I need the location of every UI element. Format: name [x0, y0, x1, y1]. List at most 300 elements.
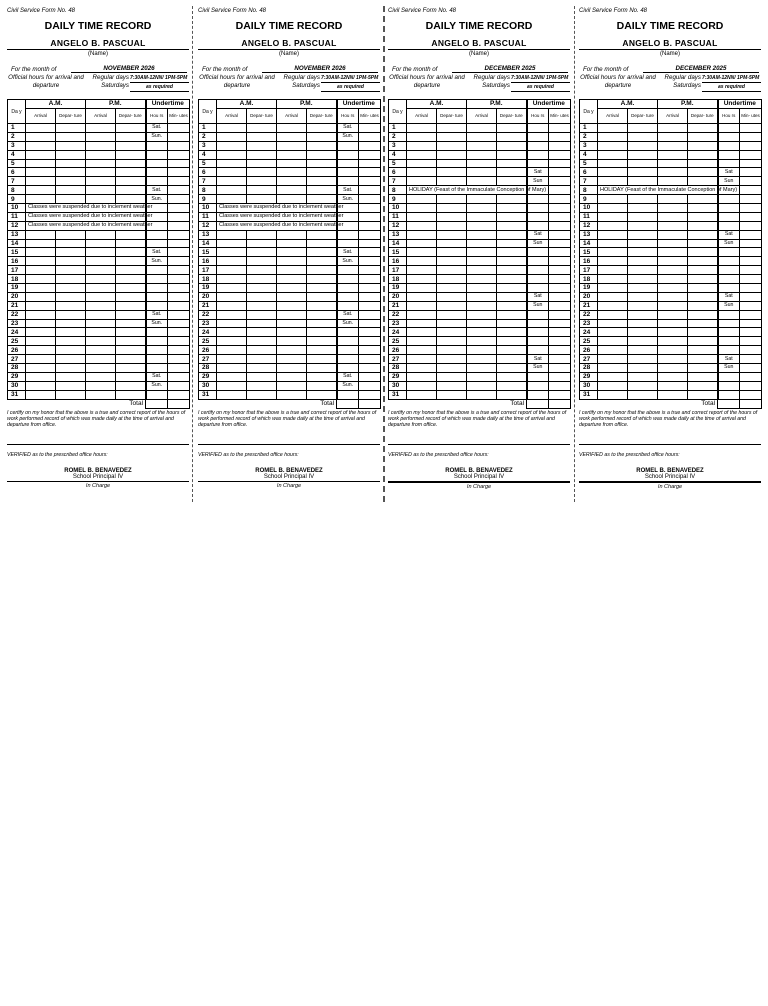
undertime-hours-cell	[337, 168, 359, 177]
undertime-hours-cell	[337, 141, 359, 150]
saturdays-label: Saturdays	[482, 82, 510, 89]
undertime-hours-cell	[527, 275, 549, 284]
day-number: 13	[199, 230, 217, 239]
undertime-hours-cell	[337, 266, 359, 275]
am-departure-cell	[56, 150, 86, 159]
am-departure-cell	[628, 328, 658, 337]
undertime-hours-cell	[527, 381, 549, 390]
undertime-minutes-cell	[359, 204, 381, 213]
table-row	[199, 221, 381, 230]
am-arrival-cell	[26, 150, 56, 159]
pm-departure-cell	[307, 337, 337, 346]
am-arrival-cell	[407, 301, 437, 310]
table-row	[199, 257, 381, 266]
am-departure-cell	[247, 239, 277, 248]
am-departure-header: Depar- ture	[56, 109, 86, 124]
am-arrival-cell	[217, 364, 247, 373]
day-number: 31	[389, 390, 407, 399]
am-arrival-cell	[217, 168, 247, 177]
pm-departure-cell	[307, 292, 337, 301]
am-arrival-cell	[217, 150, 247, 159]
am-departure-cell	[56, 292, 86, 301]
am-arrival-cell	[407, 355, 437, 364]
day-number: 25	[580, 337, 598, 346]
am-arrival-cell	[407, 150, 437, 159]
pm-arrival-cell	[658, 168, 688, 177]
undertime-header: Undertime	[527, 100, 571, 109]
total-hours-cell	[527, 399, 549, 408]
am-arrival-cell	[217, 239, 247, 248]
pm-arrival-cell	[467, 239, 497, 248]
pm-arrival-cell	[658, 141, 688, 150]
month-row	[7, 63, 189, 73]
undertime-minutes-cell	[359, 248, 381, 257]
total-hours-cell	[718, 399, 740, 408]
pm-departure-cell	[497, 355, 527, 364]
day-number: 22	[580, 310, 598, 319]
day-number: 10	[580, 204, 598, 213]
pm-departure-cell	[688, 319, 718, 328]
month-value: NOVEMBER 2026	[262, 65, 378, 73]
am-departure-cell	[628, 372, 658, 381]
undertime-minutes-cell	[740, 337, 762, 346]
undertime-hours-cell	[146, 159, 168, 168]
total-hours-cell	[146, 399, 168, 408]
pm-departure-cell	[116, 195, 146, 204]
pm-departure-cell	[497, 257, 527, 266]
undertime-minutes-cell	[359, 355, 381, 364]
day-number: 18	[580, 275, 598, 284]
day-number: 7	[389, 177, 407, 186]
undertime-minutes-cell	[359, 381, 381, 390]
pm-arrival-cell	[277, 292, 307, 301]
undertime-minutes-cell	[740, 284, 762, 293]
days-labels	[657, 74, 702, 92]
days-labels	[85, 74, 130, 92]
am-arrival-cell	[598, 221, 628, 230]
table-row	[580, 230, 762, 239]
table-row	[8, 319, 190, 328]
undertime-hours-cell	[146, 337, 168, 346]
employee-name: ANGELO B. PASCUAL	[579, 38, 761, 50]
day-remark: Classes were suspended due to inclement weather	[26, 212, 146, 221]
am-departure-cell	[437, 195, 467, 204]
pm-arrival-cell	[467, 275, 497, 284]
am-arrival-cell	[598, 150, 628, 159]
day-number: 2	[8, 132, 26, 141]
undertime-minutes-cell	[359, 132, 381, 141]
undertime-minutes-cell	[359, 301, 381, 310]
employee-name: ANGELO B. PASCUAL	[388, 38, 570, 50]
pm-arrival-cell	[658, 390, 688, 399]
day-number: 17	[8, 266, 26, 275]
undertime-hours-cell	[718, 221, 740, 230]
am-departure-cell	[628, 355, 658, 364]
day-number: 4	[389, 150, 407, 159]
pm-departure-cell	[688, 390, 718, 399]
pm-arrival-cell	[658, 248, 688, 257]
am-departure-cell	[247, 310, 277, 319]
am-arrival-cell	[598, 355, 628, 364]
day-remark: Classes were suspended due to inclement weather	[26, 221, 146, 230]
month-label: For the month of	[202, 66, 248, 73]
pm-arrival-cell	[658, 372, 688, 381]
am-arrival-cell	[598, 381, 628, 390]
am-arrival-header: Arrival	[217, 109, 247, 124]
employee-signature-line	[7, 444, 189, 445]
am-arrival-cell	[598, 195, 628, 204]
table-row	[199, 186, 381, 195]
am-arrival-cell	[407, 292, 437, 301]
table-row	[8, 150, 190, 159]
am-arrival-cell	[217, 124, 247, 133]
undertime-minutes-cell	[168, 212, 190, 221]
undertime-minutes-cell	[168, 221, 190, 230]
table-row	[199, 337, 381, 346]
pm-arrival-cell	[658, 328, 688, 337]
day-number: 8	[389, 186, 407, 195]
pm-departure-cell	[116, 337, 146, 346]
day-number: 9	[580, 195, 598, 204]
undertime-minutes-cell	[168, 275, 190, 284]
name-caption: (Name)	[468, 51, 489, 57]
day-number: 9	[199, 195, 217, 204]
pm-departure-cell	[116, 328, 146, 337]
pm-departure-cell	[497, 266, 527, 275]
day-number: 6	[389, 168, 407, 177]
pm-departure-header: Depar- ture	[497, 109, 527, 124]
am-departure-cell	[56, 355, 86, 364]
undertime-minutes-cell	[168, 390, 190, 399]
pm-departure-cell	[497, 328, 527, 337]
table-row	[580, 195, 762, 204]
pm-departure-cell	[688, 124, 718, 133]
pm-arrival-cell	[277, 159, 307, 168]
pm-departure-cell	[688, 212, 718, 221]
am-departure-cell	[628, 292, 658, 301]
day-number: 3	[389, 141, 407, 150]
day-number: 20	[580, 292, 598, 301]
undertime-hours-cell: Sun.	[146, 319, 168, 328]
pm-departure-cell	[116, 230, 146, 239]
employee-signature-line	[388, 444, 570, 445]
am-arrival-cell	[26, 177, 56, 186]
am-header: A.M.	[26, 100, 86, 109]
am-departure-cell	[437, 150, 467, 159]
in-charge-label: In Charge	[466, 483, 492, 490]
table-row	[199, 266, 381, 275]
pm-departure-cell	[307, 381, 337, 390]
office-hours-label: Official hours for arrival and departure	[389, 74, 465, 89]
day-number: 28	[199, 364, 217, 373]
pm-departure-cell	[688, 195, 718, 204]
pm-arrival-header: Arrival	[467, 109, 497, 124]
pm-arrival-cell	[467, 372, 497, 381]
undertime-hours-cell: Sun.	[337, 195, 359, 204]
office-hours-label: Official hours for arrival and departure	[580, 74, 656, 89]
table-row	[199, 195, 381, 204]
day-number: 21	[389, 301, 407, 310]
form-number: Civil Service Form No. 48	[388, 8, 457, 14]
am-arrival-cell	[598, 275, 628, 284]
am-arrival-cell	[217, 248, 247, 257]
pm-arrival-cell	[658, 381, 688, 390]
undertime-minutes-cell	[168, 177, 190, 186]
am-arrival-cell	[26, 141, 56, 150]
pm-departure-cell	[688, 230, 718, 239]
undertime-hours-cell	[527, 310, 549, 319]
table-row	[199, 390, 381, 399]
table-row	[8, 204, 190, 213]
am-arrival-cell	[217, 257, 247, 266]
month-row	[198, 63, 380, 73]
undertime-minutes-cell	[549, 132, 571, 141]
undertime-minutes-cell	[168, 230, 190, 239]
table-row	[580, 177, 762, 186]
days-values	[321, 74, 380, 92]
undertime-hours-cell	[527, 372, 549, 381]
day-header: Da y	[389, 100, 407, 124]
am-departure-cell	[437, 132, 467, 141]
table-row	[199, 310, 381, 319]
undertime-minutes-cell	[740, 390, 762, 399]
am-arrival-cell	[598, 319, 628, 328]
minutes-header: Min- utes	[359, 109, 381, 124]
pm-arrival-cell	[277, 301, 307, 310]
table-row	[580, 248, 762, 257]
pm-departure-cell	[116, 168, 146, 177]
undertime-minutes-cell	[549, 159, 571, 168]
am-departure-cell	[247, 257, 277, 266]
table-row	[199, 168, 381, 177]
table-row	[580, 346, 762, 355]
undertime-hours-cell	[527, 257, 549, 266]
am-departure-cell	[628, 141, 658, 150]
day-number: 19	[389, 284, 407, 293]
undertime-minutes-cell	[549, 177, 571, 186]
day-number: 27	[8, 355, 26, 364]
undertime-hours-cell	[718, 248, 740, 257]
day-number: 14	[580, 239, 598, 248]
pm-arrival-cell	[277, 248, 307, 257]
am-departure-cell	[437, 266, 467, 275]
undertime-hours-cell	[527, 328, 549, 337]
am-arrival-cell	[26, 230, 56, 239]
table-row	[389, 328, 571, 337]
pm-arrival-cell	[467, 150, 497, 159]
pm-arrival-cell	[277, 239, 307, 248]
undertime-minutes-cell	[168, 195, 190, 204]
pm-arrival-cell	[277, 390, 307, 399]
am-arrival-cell	[26, 292, 56, 301]
pm-departure-cell	[497, 248, 527, 257]
employee-name: ANGELO B. PASCUAL	[7, 38, 189, 50]
pm-departure-cell	[307, 284, 337, 293]
pm-arrival-header: Arrival	[658, 109, 688, 124]
table-row	[389, 355, 571, 364]
undertime-hours-cell: Sun.	[337, 132, 359, 141]
certification-text: I certify on my honor that the above is a true and correct report of the hours of work performed record of which was made daily at the time of arrival and departure from office.	[7, 409, 186, 428]
undertime-minutes-cell	[168, 284, 190, 293]
undertime-minutes-cell	[359, 310, 381, 319]
am-arrival-cell	[407, 328, 437, 337]
undertime-hours-cell	[527, 124, 549, 133]
am-arrival-cell	[598, 301, 628, 310]
undertime-header: Undertime	[718, 100, 762, 109]
pm-departure-cell	[688, 372, 718, 381]
undertime-hours-cell: Sat	[527, 355, 549, 364]
am-departure-cell	[628, 346, 658, 355]
day-number: 31	[580, 390, 598, 399]
am-departure-cell	[437, 221, 467, 230]
table-row	[389, 221, 571, 230]
am-arrival-cell	[598, 132, 628, 141]
table-row	[199, 381, 381, 390]
pm-departure-header: Depar- ture	[307, 109, 337, 124]
pm-arrival-cell	[277, 168, 307, 177]
pm-departure-cell	[116, 372, 146, 381]
day-header: Da y	[8, 100, 26, 124]
saturdays-value: as required	[130, 83, 189, 92]
am-departure-cell	[628, 168, 658, 177]
table-row	[389, 310, 571, 319]
am-arrival-cell	[217, 284, 247, 293]
table-row	[199, 124, 381, 133]
am-departure-cell	[437, 284, 467, 293]
am-arrival-header: Arrival	[598, 109, 628, 124]
pm-arrival-cell	[658, 230, 688, 239]
undertime-hours-cell	[718, 337, 740, 346]
am-departure-cell	[56, 275, 86, 284]
am-arrival-cell	[407, 248, 437, 257]
verified-text: VERIFIED as to the prescribed office hours:	[198, 451, 299, 458]
am-departure-cell	[56, 381, 86, 390]
undertime-minutes-cell	[740, 248, 762, 257]
pm-arrival-cell	[658, 301, 688, 310]
am-arrival-cell	[26, 132, 56, 141]
day-number: 8	[199, 186, 217, 195]
am-departure-cell	[628, 248, 658, 257]
am-departure-cell	[56, 141, 86, 150]
pm-departure-cell	[688, 132, 718, 141]
table-row	[389, 150, 571, 159]
day-number: 23	[199, 319, 217, 328]
table-row	[389, 257, 571, 266]
pm-departure-cell	[497, 381, 527, 390]
saturdays-label: Saturdays	[101, 82, 129, 89]
am-departure-cell	[56, 177, 86, 186]
am-arrival-cell	[598, 257, 628, 266]
pm-departure-cell	[307, 248, 337, 257]
hours-header: Hou rs	[146, 109, 168, 124]
principal-position: School Principal IV	[579, 474, 761, 483]
pm-departure-cell	[307, 310, 337, 319]
undertime-hours-cell	[527, 221, 549, 230]
table-row	[199, 364, 381, 373]
undertime-hours-cell	[527, 204, 549, 213]
am-arrival-header: Arrival	[26, 109, 56, 124]
table-row	[580, 364, 762, 373]
undertime-minutes-cell	[359, 275, 381, 284]
day-number: 12	[389, 221, 407, 230]
undertime-minutes-cell	[168, 248, 190, 257]
day-remark: HOLIDAY (Feast of the Immaculate Conception of Mary)	[598, 186, 718, 195]
pm-departure-header: Depar- ture	[688, 109, 718, 124]
am-arrival-cell	[26, 124, 56, 133]
am-arrival-cell	[407, 124, 437, 133]
table-row	[8, 159, 190, 168]
table-row	[8, 364, 190, 373]
undertime-hours-cell	[527, 337, 549, 346]
undertime-hours-cell	[718, 132, 740, 141]
am-departure-cell	[437, 124, 467, 133]
table-row	[580, 212, 762, 221]
table-row	[8, 168, 190, 177]
pm-departure-cell	[307, 275, 337, 284]
undertime-minutes-cell	[168, 346, 190, 355]
pm-arrival-cell	[86, 150, 116, 159]
regular-days-label: Regular days	[473, 74, 510, 81]
am-arrival-cell	[407, 275, 437, 284]
am-departure-cell	[437, 355, 467, 364]
undertime-hours-cell	[527, 150, 549, 159]
pm-departure-cell	[497, 221, 527, 230]
day-number: 26	[199, 346, 217, 355]
day-number: 11	[389, 212, 407, 221]
undertime-hours-cell: Sat.	[337, 248, 359, 257]
undertime-minutes-cell	[359, 319, 381, 328]
undertime-hours-cell	[337, 337, 359, 346]
undertime-minutes-cell	[359, 195, 381, 204]
am-arrival-cell	[26, 159, 56, 168]
am-departure-cell	[56, 337, 86, 346]
day-number: 18	[199, 275, 217, 284]
undertime-hours-cell	[718, 372, 740, 381]
table-row	[389, 301, 571, 310]
table-row	[389, 364, 571, 373]
total-minutes-cell	[740, 399, 762, 408]
undertime-minutes-cell	[740, 204, 762, 213]
total-minutes-cell	[359, 399, 381, 408]
undertime-hours-cell: Sun.	[337, 257, 359, 266]
am-arrival-cell	[26, 381, 56, 390]
undertime-hours-cell	[527, 284, 549, 293]
table-row	[8, 230, 190, 239]
day-number: 4	[8, 150, 26, 159]
day-number: 6	[8, 168, 26, 177]
pm-arrival-cell	[467, 195, 497, 204]
hours-header: Hou rs	[337, 109, 359, 124]
undertime-minutes-cell	[168, 141, 190, 150]
am-arrival-cell	[598, 310, 628, 319]
am-arrival-cell	[26, 319, 56, 328]
table-row	[199, 355, 381, 364]
pm-arrival-cell	[658, 159, 688, 168]
pm-departure-cell	[307, 266, 337, 275]
am-departure-cell	[437, 141, 467, 150]
days-labels	[276, 74, 321, 92]
pm-departure-cell	[497, 364, 527, 373]
am-departure-cell	[56, 168, 86, 177]
pm-departure-cell	[688, 266, 718, 275]
pm-arrival-cell	[277, 284, 307, 293]
pm-departure-cell	[497, 212, 527, 221]
table-row	[199, 212, 381, 221]
pm-departure-cell	[497, 372, 527, 381]
undertime-minutes-cell	[740, 168, 762, 177]
undertime-hours-cell	[337, 177, 359, 186]
day-number: 29	[8, 372, 26, 381]
